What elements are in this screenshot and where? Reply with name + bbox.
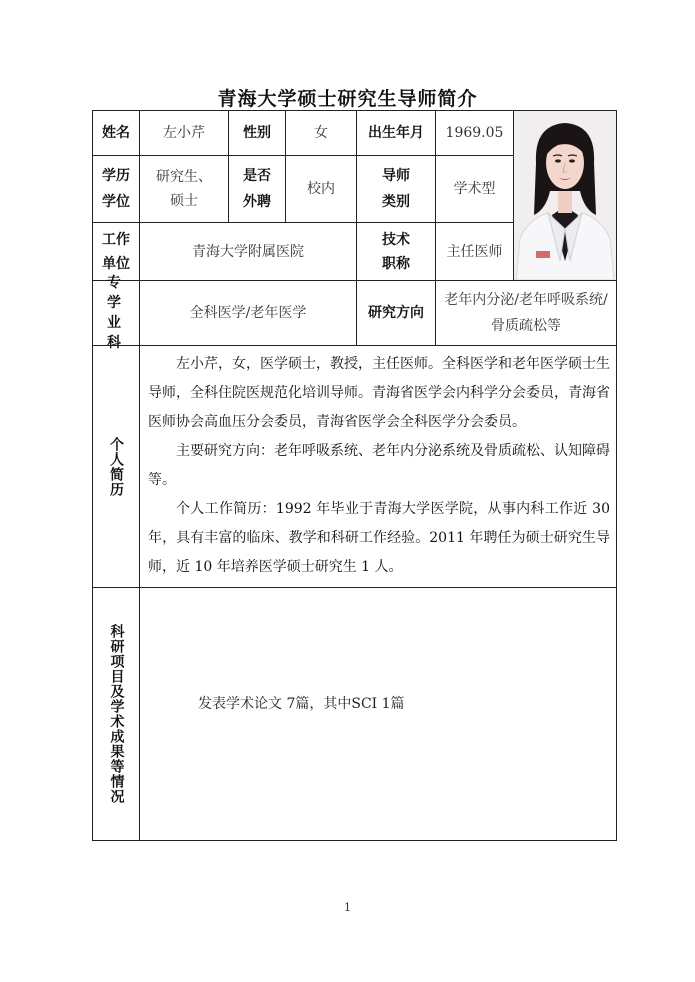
document-title: 青海大学硕士研究生导师简介 — [217, 88, 478, 110]
major-label — [92, 275, 140, 351]
major-value: 全科医学/老年医学 — [139, 280, 357, 346]
name-value: 左小芹 — [139, 110, 229, 156]
gender-value: 女 — [285, 110, 357, 156]
bio-paragraph-3: 个人工作简历：1992 年毕业于青海大学医学院，从事内科工作近 30 年，具有丰富的临床、教学和科研工作经验。2011 年聘任为硕士研究生导师，近 10 年培养医学硕士研究生 1 人。 — [148, 501, 610, 575]
work-value: 青海大学附属医院 — [139, 222, 357, 281]
external-label-text: 是否外聘 — [243, 168, 271, 210]
education-label-text: 学历学位 — [102, 168, 130, 210]
education-label — [92, 155, 140, 223]
education-value-text: 研究生、硕士 — [156, 169, 212, 209]
supervisor-type-label — [356, 155, 436, 223]
research-text: 发表学术论文 7篇，其中SCI 1篇 — [198, 696, 405, 712]
education-value — [139, 155, 229, 223]
profile-table — [92, 110, 617, 841]
supervisor-type-value: 学术型 — [435, 155, 514, 223]
birth-value: 1969.05 — [435, 110, 514, 156]
direction-label: 研究方向 — [356, 280, 436, 346]
direction-value — [435, 280, 617, 346]
birth-label: 出生年月 — [356, 110, 436, 156]
page-number: 1 — [344, 901, 351, 914]
work-label-text: 工作单位 — [102, 231, 130, 272]
portrait-photo — [513, 110, 617, 281]
supervisor-type-label-text: 导师类别 — [382, 168, 410, 210]
title-label — [356, 222, 436, 281]
bio-label-cell — [92, 345, 140, 588]
external-label — [228, 155, 286, 223]
research-content — [139, 587, 617, 841]
gender-label: 性别 — [228, 110, 286, 156]
bio-content — [139, 345, 617, 588]
title-value-text: 主任医师 — [446, 243, 503, 260]
direction-value-text: 老年内分泌/老年呼吸系统/骨质疏松等 — [444, 292, 608, 334]
name-label: 姓名 — [92, 110, 140, 156]
major-label-text: 专学业科 — [107, 275, 125, 351]
research-label-cell — [92, 587, 140, 841]
external-value: 校内 — [285, 155, 357, 223]
bio-label: 个人简历 — [108, 436, 124, 497]
bio-paragraph-1: 左小芹，女，医学硕士，教授，主任医师。全科医学和老年医学硕士生导师，全科住院医规范化培训导师。青海省医学会内科学分会委员，青海省医师协会高血压分会委员，青海省医学会全科医学分会委员。 — [148, 356, 610, 430]
bio-paragraph-2: 主要研究方向：老年呼吸系统、老年内分泌系统及骨质疏松、认知障碍等。 — [148, 443, 610, 488]
title-label-text: 技术职称 — [382, 231, 410, 272]
research-label: 科研项目及学术成果等情况 — [108, 624, 125, 804]
portrait-photo-icon — [514, 111, 616, 280]
title-value — [435, 222, 514, 281]
